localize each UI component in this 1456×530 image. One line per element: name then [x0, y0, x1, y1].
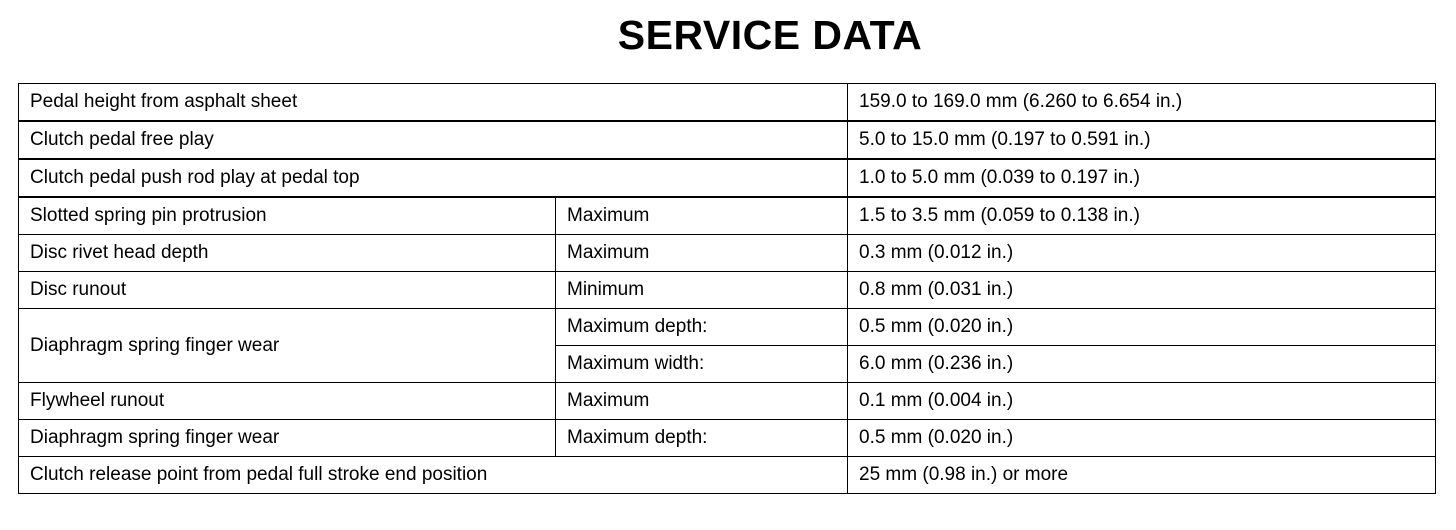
table-row — [19, 420, 1436, 457]
item-cell: Diaphragm spring finger wear — [19, 420, 556, 457]
value-cell: 5.0 to 15.0 mm (0.197 to 0.591 in.) — [848, 121, 1436, 159]
value-cell: 0.5 mm (0.020 in.) — [848, 309, 1436, 346]
value-cell: 0.5 mm (0.020 in.) — [848, 420, 1436, 457]
value-cell: 0.3 mm (0.012 in.) — [848, 235, 1436, 272]
item-cell: Slotted spring pin protrusion — [19, 197, 556, 235]
page-title: SERVICE DATA — [617, 12, 923, 58]
table-row — [19, 309, 1436, 346]
value-cell: 159.0 to 169.0 mm (6.260 to 6.654 in.) — [848, 84, 1436, 122]
item-cell: Clutch pedal free play — [19, 121, 848, 159]
item-cell: Disc rivet head depth — [19, 235, 556, 272]
item-cell: Clutch release point from pedal full stroke end position — [19, 457, 848, 494]
value-cell: 1.5 to 3.5 mm (0.059 to 0.138 in.) — [848, 197, 1436, 235]
table-row — [19, 159, 1436, 197]
table-row — [19, 235, 1436, 272]
value-cell: 6.0 mm (0.236 in.) — [848, 346, 1436, 383]
value-cell: 1.0 to 5.0 mm (0.039 to 0.197 in.) — [848, 159, 1436, 197]
item-cell: Disc runout — [19, 272, 556, 309]
table-row — [19, 197, 1436, 235]
table-row — [19, 383, 1436, 420]
item-cell: Pedal height from asphalt sheet — [19, 84, 848, 122]
limit-cell: Maximum depth: — [556, 309, 848, 346]
table-row — [19, 84, 1436, 122]
limit-cell: Maximum — [556, 235, 848, 272]
table-row — [19, 272, 1436, 309]
table-row — [19, 457, 1436, 494]
limit-cell: Maximum width: — [556, 346, 848, 383]
limit-cell: Maximum depth: — [556, 420, 848, 457]
item-cell: Diaphragm spring finger wear — [19, 309, 556, 383]
item-cell: Flywheel runout — [19, 383, 556, 420]
service-data-table — [18, 83, 1436, 494]
table-row — [19, 121, 1436, 159]
value-cell: 0.8 mm (0.031 in.) — [848, 272, 1436, 309]
item-cell: Clutch pedal push rod play at pedal top — [19, 159, 848, 197]
value-cell: 0.1 mm (0.004 in.) — [848, 383, 1436, 420]
limit-cell: Maximum — [556, 197, 848, 235]
limit-cell: Minimum — [556, 272, 848, 309]
limit-cell: Maximum — [556, 383, 848, 420]
value-cell: 25 mm (0.98 in.) or more — [848, 457, 1436, 494]
